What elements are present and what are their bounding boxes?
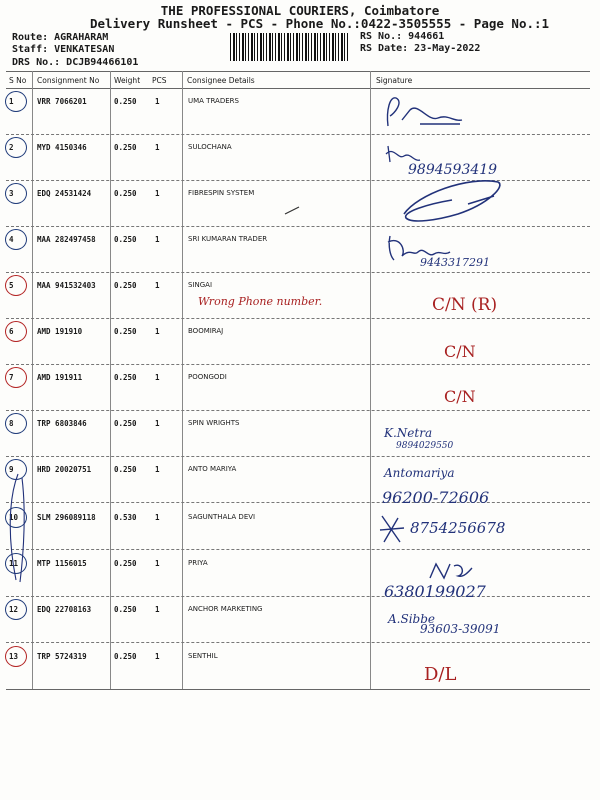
- row-divider: [6, 410, 590, 411]
- handwritten-phone-row-10: 8754256678: [410, 519, 506, 537]
- consignment-number: MAA 941532403: [37, 281, 96, 290]
- serial-number: 9: [9, 465, 14, 474]
- serial-number: 10: [9, 513, 19, 522]
- serial-number: 5: [9, 281, 14, 290]
- consignee-name: SAGUNTHALA DEVI: [188, 513, 256, 521]
- serial-number: 13: [9, 652, 19, 661]
- row-divider: [6, 364, 590, 365]
- receiver-name-row-9: Antomariya: [384, 466, 455, 480]
- col-header-weight: Weight: [114, 76, 141, 85]
- pieces: 1: [155, 513, 160, 522]
- signature-row-10: [378, 512, 408, 546]
- status-mark-row-13: D/L: [424, 664, 457, 685]
- row-divider: [6, 596, 590, 597]
- weight: 0.250: [114, 373, 137, 382]
- consignment-number: MYD 4150346: [37, 143, 87, 152]
- col-header-sno: S No: [9, 76, 27, 85]
- table-bottom-border: [6, 689, 590, 690]
- weight: 0.250: [114, 281, 137, 290]
- serial-number: 3: [9, 189, 14, 198]
- serial-number: 6: [9, 327, 14, 336]
- company-title: THE PROFESSIONAL COURIERS, Coimbatore: [160, 3, 440, 18]
- consignee-name: SINGAI: [188, 281, 213, 289]
- serial-number: 7: [9, 373, 14, 382]
- table-row: [0, 605, 600, 651]
- weight: 0.250: [114, 327, 137, 336]
- consignee-name: UMA TRADERS: [188, 97, 239, 105]
- consignment-number: HRD 20020751: [37, 465, 92, 474]
- pieces: 1: [155, 419, 160, 428]
- receiver-name-row-12: A.Sibbe: [388, 612, 436, 626]
- weight: 0.250: [114, 97, 137, 106]
- weight: 0.250: [114, 189, 137, 198]
- barcode: [230, 33, 350, 61]
- table-row: [0, 373, 600, 419]
- pieces: 1: [155, 652, 160, 661]
- signature-row-3: [398, 174, 508, 230]
- pieces: 1: [155, 373, 160, 382]
- serial-number: 1: [9, 97, 14, 106]
- weight: 0.250: [114, 652, 137, 661]
- pieces: 1: [155, 559, 160, 568]
- weight: 0.530: [114, 513, 137, 522]
- runsheet-subtitle: Delivery Runsheet - PCS - Phone No.:0422-3505555 - Page No.:1: [90, 16, 550, 31]
- col-header-signature: Signature: [376, 76, 413, 85]
- rs-date: RS Date: 23-May-2022: [360, 43, 481, 54]
- table-row: [0, 559, 600, 605]
- consignment-number: EDQ 22708163: [37, 605, 92, 614]
- signature-row-11: [426, 560, 476, 582]
- weight: 0.250: [114, 605, 137, 614]
- receiver-name-row-8: K.Netra: [384, 426, 433, 440]
- consignee-name: SENTHIL: [188, 652, 218, 660]
- consignment-number: TRP 5724319: [37, 652, 87, 661]
- status-mark-row-5: C/N (R): [432, 295, 498, 315]
- status-mark-row-7: C/N: [444, 387, 476, 406]
- pieces: 1: [155, 189, 160, 198]
- weight: 0.250: [114, 235, 137, 244]
- pieces: 1: [155, 143, 160, 152]
- row-divider: [6, 318, 590, 319]
- handwritten-phone-row-11: 6380199027: [384, 582, 486, 601]
- staff-label: Staff: VENKATESAN: [12, 44, 115, 55]
- serial-number: 2: [9, 143, 14, 152]
- wrong-number-remark: Wrong Phone number.: [198, 295, 323, 308]
- consignment-number: AMD 191911: [37, 373, 83, 382]
- table-row: [0, 652, 600, 698]
- pen-mark: [283, 204, 303, 216]
- consignee-name: ANCHOR MARKETING: [188, 605, 263, 613]
- weight: 0.250: [114, 465, 137, 474]
- consignee-name: POONGODI: [188, 373, 227, 381]
- table-row: [0, 235, 600, 281]
- pieces: 1: [155, 97, 160, 106]
- row-divider: [6, 502, 590, 503]
- table-row: [0, 327, 600, 373]
- row-divider: [6, 272, 590, 273]
- consignee-name: SPIN WRIGHTS: [188, 419, 240, 427]
- weight: 0.250: [114, 419, 137, 428]
- row-divider: [6, 549, 590, 550]
- table-row: [0, 419, 600, 465]
- pieces: 1: [155, 235, 160, 244]
- consignment-number: AMD 191910: [37, 327, 83, 336]
- col-header-consignment: Consignment No: [37, 76, 100, 85]
- signature-row-1: [380, 92, 470, 134]
- serial-number: 4: [9, 235, 14, 244]
- pieces: 1: [155, 281, 160, 290]
- serial-number: 12: [9, 605, 19, 614]
- consignee-name: FIBRESPIN SYSTEM: [188, 189, 255, 197]
- col-header-pcs: PCS: [152, 76, 167, 85]
- table-row: [0, 143, 600, 189]
- row-divider: [6, 642, 590, 643]
- row-divider: [6, 456, 590, 457]
- consignment-number: MAA 282497458: [37, 235, 96, 244]
- consignment-number: EDQ 24531424: [37, 189, 92, 198]
- weight: 0.250: [114, 559, 137, 568]
- consignee-name: ANTO MARIYA: [188, 465, 237, 473]
- consignee-name: BOOMIRAJ: [188, 327, 224, 335]
- consignment-number: TRP 6803846: [37, 419, 87, 428]
- route-label: Route: AGRAHARAM: [12, 32, 109, 43]
- serial-number: 11: [9, 559, 19, 568]
- handwritten-phone-row-12: 93603-39091: [420, 622, 501, 636]
- serial-number: 8: [9, 419, 14, 428]
- header-divider: [6, 88, 590, 89]
- margin-pen-mark: [4, 470, 28, 590]
- pieces: 1: [155, 465, 160, 474]
- weight: 0.250: [114, 143, 137, 152]
- consignment-number: MTP 1156015: [37, 559, 87, 568]
- row-divider: [6, 134, 590, 135]
- table-top-border: [6, 71, 590, 72]
- rs-number: RS No.: 944661: [360, 31, 445, 42]
- pieces: 1: [155, 327, 160, 336]
- table-row: [0, 465, 600, 511]
- drs-number: DRS No.: DCJB94466101: [12, 57, 139, 68]
- handwritten-phone-row-4: 9443317291: [420, 256, 490, 269]
- consignment-number: SLM 296089118: [37, 513, 96, 522]
- table-row: [0, 513, 600, 559]
- status-mark-row-6: C/N: [444, 342, 476, 361]
- handwritten-phone-row-8: 9894029550: [396, 441, 454, 451]
- col-header-consignee: Consignee Details: [187, 76, 255, 85]
- consignee-name: SULOCHANA: [188, 143, 232, 151]
- consignment-number: VRR 7066201: [37, 97, 87, 106]
- table-row: [0, 97, 600, 143]
- consignee-name: SRI KUMARAN TRADER: [188, 235, 268, 243]
- consignee-name: PRIYA: [188, 559, 208, 567]
- handwritten-phone-row-9: 96200-72606: [382, 488, 490, 507]
- pieces: 1: [155, 605, 160, 614]
- handwritten-phone-row-2: 9894593419: [408, 162, 498, 178]
